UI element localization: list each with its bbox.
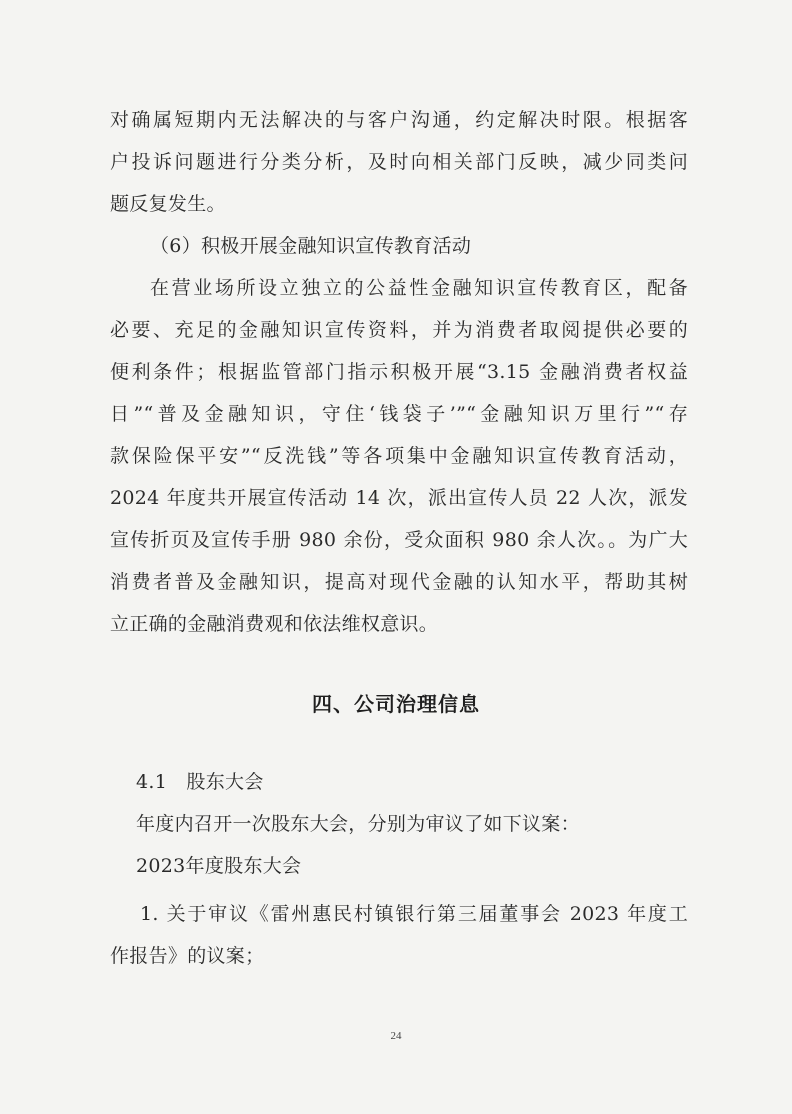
list-item-line: 作报告》的议案； [110, 945, 265, 967]
paragraph-line: 题反复发生。 [110, 193, 226, 215]
page-number: 24 [390, 1030, 402, 1042]
paragraph-line: 对确属短期内无法解决的与客户沟通，约定解决时限。根据客 [110, 109, 688, 131]
paragraph-line: 必要、充足的金融知识宣传资料，并为消费者取阅提供必要的 [110, 319, 688, 341]
paragraph-line: 在营业场所设立独立的公益性金融知识宣传教育区，配备 [150, 277, 688, 299]
subsection-heading: 4.1 股东大会 [136, 771, 264, 793]
paragraph-line: 宣传折页及宣传手册 980 余份，受众面积 980 余人次。。为广大 [110, 529, 688, 551]
paragraph-line: 消费者普及金融知识，提高对现代金融的认知水平，帮助其树 [110, 571, 688, 593]
paragraph-line: 立正确的金融消费观和依法维权意识。 [110, 613, 439, 635]
paragraph-line: 日”“普及金融知识，守住‘钱袋子’”“金融知识万里行”“存 [110, 403, 688, 425]
paragraph-line: 款保险保平安”“反洗钱”等各项集中金融知识宣传教育活动， [110, 445, 688, 467]
paragraph-line: 户投诉问题进行分类分析，及时向相关部门反映，减少同类问 [110, 151, 688, 173]
paragraph-line: 2024 年度共开展宣传活动 14 次，派出宣传人员 22 人次，派发 [110, 487, 688, 509]
list-item-line: 1. 关于审议《雷州惠民村镇银行第三届董事会 2023 年度工 [140, 903, 688, 925]
section-heading: 四、公司治理信息 [312, 692, 480, 716]
meeting-title: 2023年度股东大会 [136, 855, 302, 877]
subheading: （6）积极开展金融知识宣传教育活动 [150, 235, 472, 257]
paragraph-line: 便利条件；根据监管部门指示积极开展“3.15 金融消费者权益 [110, 361, 688, 383]
paragraph-line: 年度内召开一次股东大会，分别为审议了如下议案： [136, 813, 580, 835]
